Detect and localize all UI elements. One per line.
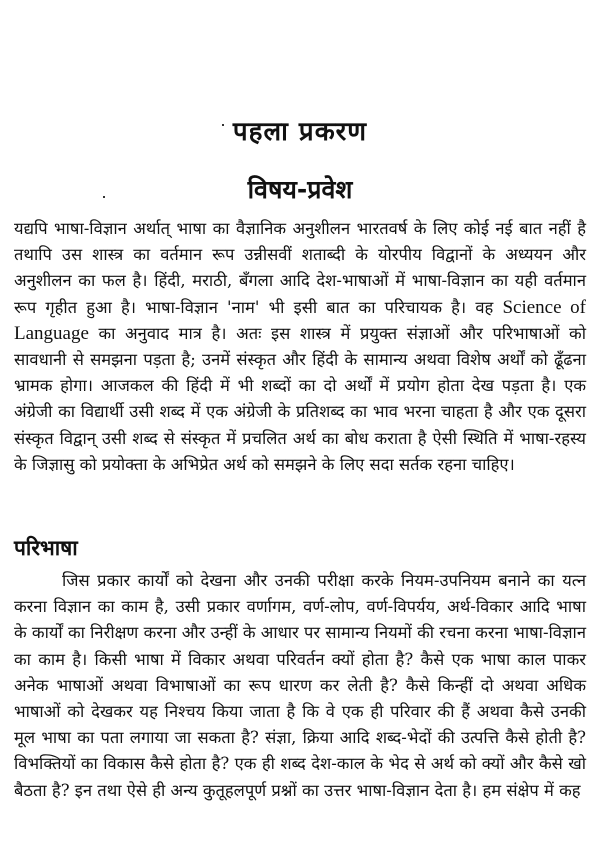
english-term: Science of Language bbox=[14, 296, 587, 344]
definition-paragraph: जिस प्रकार कार्यों को देखना और उनकी परीक्षा करके नियम-उपनियम बनाने का यत्न करना विज्ञान का काम है, उसी प्रकार वर्णागम, वर्ण-लोप, वर्ण-विपर्यय, अर्थ-विकार आदि भाषा के कार्यों का निरीक्षण करना और उन्हीं के आधार पर सामान्य नियमों की रचना करना भाषा-विज्ञान का काम है। किसी भाषा में विकार अथवा परिवर्तन क्यों होता है? कैसे एक भाषा काल पाकर अनेक भाषाओं अथवा विभाषाओं का रूप धारण कर लेती है? कैसे किन्हीं दो अथवा अधिक भाषाओं को देखकर यह निश्चय किया जाता है कि वे एक ही परिवार की हैं अथवा कैसे उनकी मूल भाषा का पता लगाया जा सकता है? संज्ञा, क्रिया आदि शब्द-भेदों की उत्पत्ति कैसे होती है? विभक्तियों का विकास कैसे होता है? एक ही शब्द देश-काल के भेद से अर्थ को क्यों और कैसे खो बैठता है? इन तथा ऐसे ही अन्य कुतूहलपूर्ण प्रश्नों का उत्तर भाषा-विज्ञान देता है। हम संक्षेप में कह bbox=[14, 571, 586, 800]
subheading-definition: परिभाषा bbox=[14, 536, 78, 560]
chapter-title: पहला प्रकरण bbox=[232, 117, 368, 147]
intro-paragraph bbox=[14, 216, 586, 478]
intro-paragraph-text-2: का अनुवाद मात्र है। अतः इस शास्त्र में प्रयुक्त संज्ञाओं और परिभाषाओं को सावधानी से समझना पड़ता है; उनमें संस्कृत और हिंदी के सामान्य अथवा विशेष अर्थों को ढूँढना भ्रामक होगा। आजकल की हिंदी में भी शब्दों का दो अर्थों में प्रयोग होता देख पड़ता है। एक अंग्रेजी का विद्यार्थी उसी शब्द में एक अंग्रेजी के प्रतिशब्द का भाव भरना चाहता है और एक दूसरा संस्कृत विद्वान् उसी शब्द से संस्कृत में प्रचलित अर्थ का बोध कराता है ऐसी स्थिति में भाषा-रहस्य के जिज्ञासु को प्रयोक्ता के अभिप्रेत अर्थ को समझने के लिए सदा सर्तक रहना चाहिए। bbox=[14, 323, 586, 474]
section-title: विषय-प्रवेश bbox=[247, 175, 353, 204]
intro-paragraph-text-1: यद्यपि भाषा-विज्ञान अर्थात् भाषा का वैज्ञानिक अनुशीलन भारतवर्ष के लिए कोई नई बात नहीं है तथापि उस शास्त्र का वर्तमान रूप उन्नीसवीं शताब्दी के योरपीय विद्वानों के अध्ययन और अनुशीलन का फल है। हिंदी, मराठी, बँगला आदि देश-भाषाओं में भाषा-विज्ञान का यही वर्तमान रूप गृहीत हुआ है। भाषा-विज्ञान 'नाम' भी इसी बात का परिचायक है। वह bbox=[14, 219, 586, 317]
